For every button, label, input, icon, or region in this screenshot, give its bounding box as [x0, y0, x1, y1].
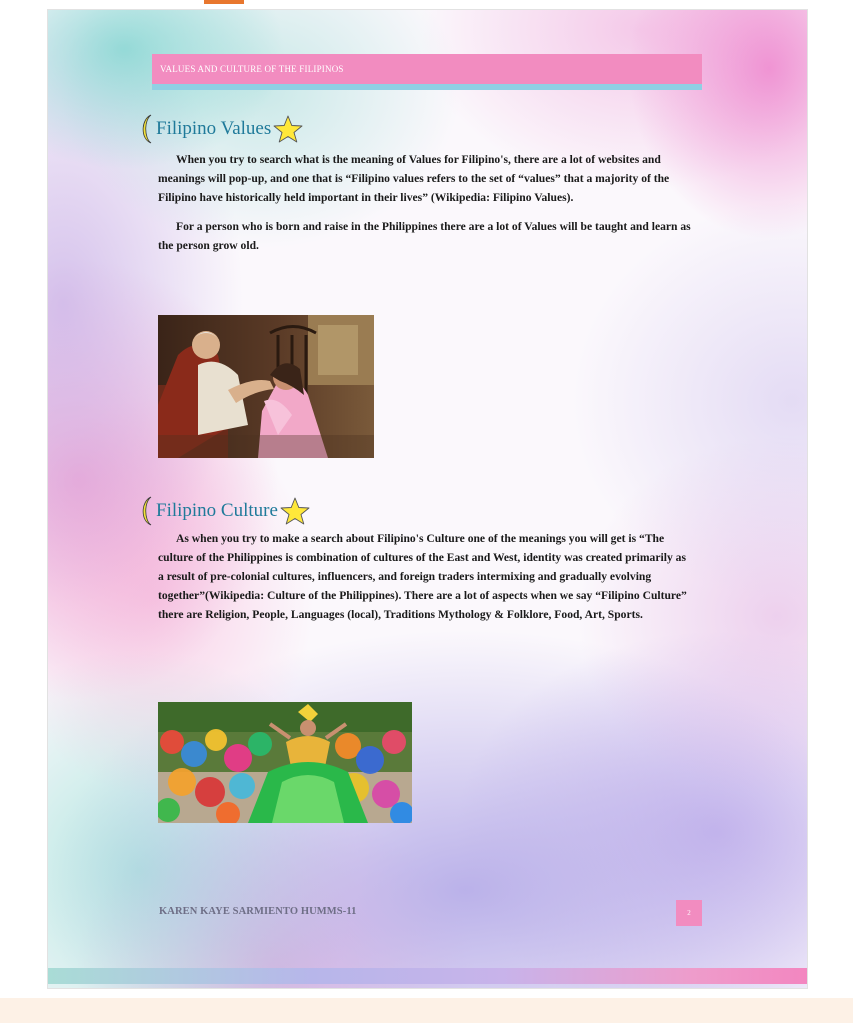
bottom-color-band	[48, 968, 807, 984]
top-accent-line	[204, 0, 244, 4]
star-icon	[273, 115, 303, 143]
paragraph: As when you try to make a search about Filipino's Culture one of the meanings you will get is “The culture of the Philippines is combination of cultures of the East and West, identity was created primarily as a result of pre-colonial cultures, influencers, and foreign traders intermixing and gradually evolving together”(Wikipedia: Culture of the Philippines). There are a lot of aspects when we say “Filipino Culture” there are Religion, People, Languages (local), Traditions Mythology & Folklore, Food, Art, Sports.	[158, 532, 687, 621]
section-title: Filipino Culture	[156, 500, 278, 521]
page-number: 2	[676, 900, 702, 926]
paragraph: For a person who is born and raise in the Philippines there are a lot of Values will be taught and learn as the person grow old.	[158, 220, 691, 252]
paragraph: When you try to search what is the meaning of Values for Filipino's, there are a lot of websites and meanings will pop-up, and one that is “Filipino values refers to the set of “values” that a majority of the Filipino have historically held important in their lives” (Wikipedia: Filipino Values).	[158, 153, 670, 204]
star-icon	[280, 497, 310, 525]
moon-icon	[138, 496, 156, 526]
mano-po-photo	[158, 315, 374, 458]
festival-photo	[158, 702, 412, 823]
section-body-culture	[158, 529, 694, 634]
header-title: VALUES AND CULTURE OF THE FILIPINOS	[160, 64, 344, 74]
viewer-bottom-strip	[0, 998, 853, 1023]
section-body-values	[158, 150, 694, 265]
moon-icon	[138, 114, 156, 144]
section-heading-values	[138, 114, 303, 144]
section-heading-culture	[138, 496, 310, 526]
footer-author: KAREN KAYE SARMIENTO HUMMS-11	[159, 906, 357, 917]
header-bar	[152, 54, 702, 90]
section-title: Filipino Values	[156, 118, 272, 139]
document-page	[48, 10, 807, 988]
